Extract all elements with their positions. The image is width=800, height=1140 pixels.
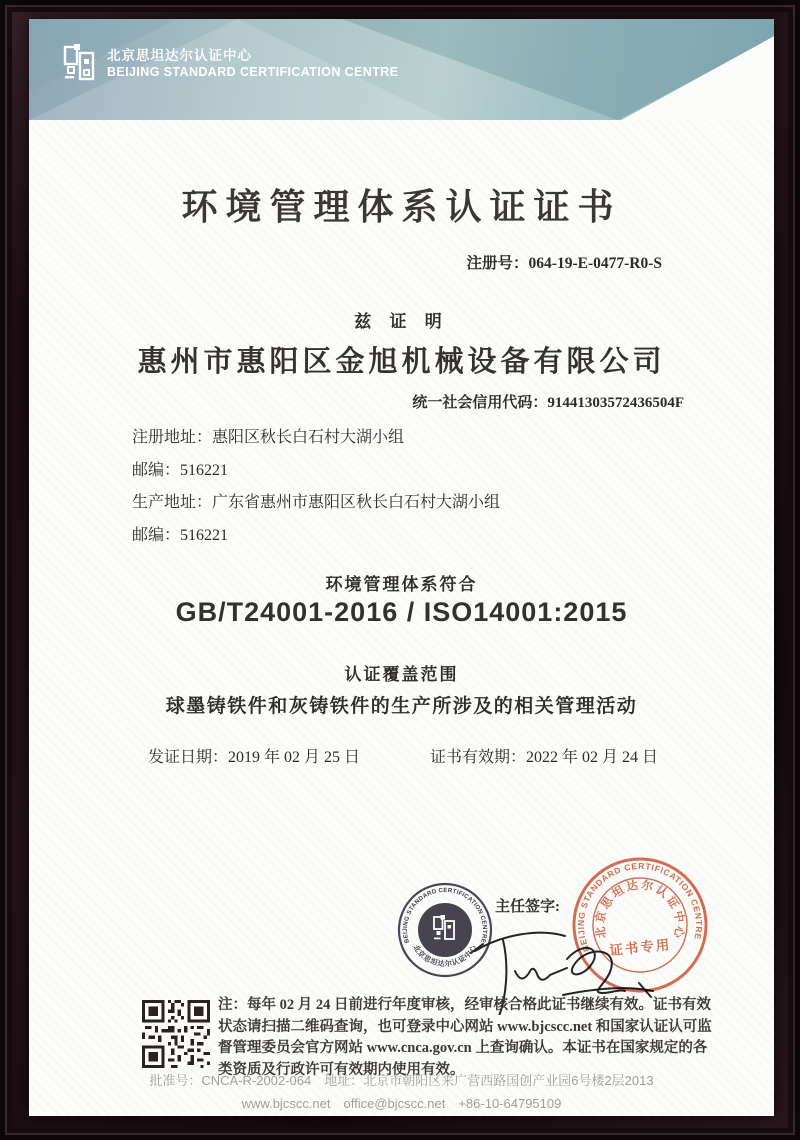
registration-number <box>467 251 662 273</box>
stamp-text-en: BEIJING STANDARD CERTIFICATION CENTRE <box>575 860 705 954</box>
validity-note <box>218 995 712 1081</box>
svg-text:BEIJING STANDARD CERTIFICATION <box>570 855 706 954</box>
certificate-page <box>29 19 774 1116</box>
valid-date-value: 2022 年 02 月 24 日 <box>526 749 659 766</box>
footer-contacts: www.bjcscc.net office@bjcscc.net +86-10-64795109 <box>241 1096 562 1111</box>
bscc-logo-icon <box>63 43 95 85</box>
qr-code <box>142 1000 210 1068</box>
stamp-usage-text: 证书专用 <box>608 936 672 959</box>
seal-text-en: BEIJING STANDARD CERTIFICATION CENTRE <box>401 886 489 944</box>
org-name-cn: 北京思坦达尔认证中心 <box>107 47 252 63</box>
zip1-value: 516221 <box>180 462 229 479</box>
system-conform-text: 环境管理体系符合 <box>325 575 478 594</box>
red-certification-stamp <box>558 843 723 1008</box>
note-line: 类资质及行政许可有效期内使用有效。 <box>218 1061 465 1078</box>
header-brand <box>63 43 398 85</box>
zip-code-1 <box>132 457 228 480</box>
zip1-label: 邮编： <box>132 462 181 479</box>
registered-address-value: 惠阳区秋长白石村大湖小组 <box>212 429 405 446</box>
company-name: 惠州市惠阳区金旭机械设备有限公司 <box>137 346 666 378</box>
note-line: 督管理委员会官方网站 www.cnca.gov.cn 上查询确认。本证书在国家规定的各 <box>218 1040 708 1056</box>
standard-code: GB/T24001-2016 / ISO14001:2015 <box>175 597 628 627</box>
production-address <box>132 489 500 512</box>
note-line: 状态请扫描二维码查询，也可登录中心网站 www.bjcscc.net 和国家认证认可监 <box>218 1018 712 1035</box>
seal-text-cn: 北京思坦达尔认证中心 <box>411 943 479 969</box>
stamp-text-cn: 北京思坦达尔认证中心 <box>594 879 686 942</box>
registration-number-value: 064-19-E-0477-R0-S <box>528 255 662 272</box>
org-name-en: BEIJING STANDARD CERTIFICATION CENTRE <box>107 64 399 79</box>
issue-date-label: 发证日期： <box>148 749 229 766</box>
certificate-title: 环境管理体系认证证书 <box>181 187 622 227</box>
dates-row <box>148 744 708 767</box>
director-signature-label: 主任签字: <box>495 899 560 915</box>
registered-address <box>132 424 404 447</box>
valid-date <box>430 744 658 767</box>
issue-date <box>148 744 430 767</box>
header-band <box>29 19 774 120</box>
registered-address-label: 注册地址： <box>132 429 213 446</box>
issue-date-value: 2019 年 02 月 25 日 <box>228 749 361 766</box>
zip2-label: 邮编： <box>132 527 181 544</box>
scope-text: 球墨铸铁件和灰铸铁件的生产所涉及的相关管理活动 <box>165 696 638 717</box>
declare-text: 兹 证 明 <box>354 312 449 331</box>
note-line: 注：每年 02 月 24 日前进行年度审核，经审核合格此证书继续有效。证书有效 <box>218 997 711 1013</box>
scope-label: 认证覆盖范围 <box>344 665 459 684</box>
valid-date-label: 证书有效期： <box>430 749 527 766</box>
zip-code-2 <box>132 522 228 545</box>
credit-code <box>412 391 684 412</box>
production-address-value: 广东省惠州市惠阳区秋长白石村大湖小组 <box>212 494 501 511</box>
credit-code-value: 91441303572436504F <box>547 395 684 411</box>
footer-approval-address: 批准号：CNCA-R-2002-064 地址：北京市朝阳区来广营西路国创产业园6号楼2层2013 <box>149 1073 654 1088</box>
production-address-label: 生产地址： <box>132 494 213 511</box>
credit-code-label: 统一社会信用代码： <box>412 395 548 411</box>
registration-number-label: 注册号： <box>466 255 529 272</box>
zip2-value: 516221 <box>180 527 229 544</box>
